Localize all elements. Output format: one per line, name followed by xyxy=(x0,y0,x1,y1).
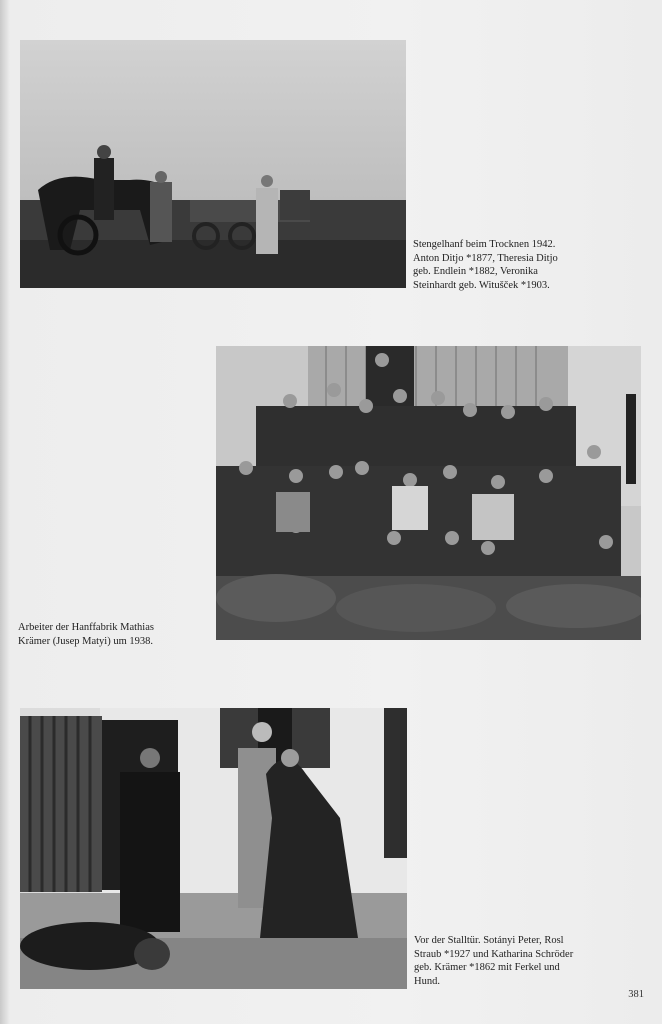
caption-photo-3 xyxy=(414,934,573,988)
photo-stable-door xyxy=(20,708,407,989)
photo-hemp-drying xyxy=(20,40,406,288)
caption-line: geb. Krämer *1862 mit Ferkel und xyxy=(414,962,560,973)
caption-line: Arbeiter der Hanffabrik Mathias xyxy=(18,622,154,633)
caption-line: Steinhardt geb. Witušček *1903. xyxy=(413,279,550,291)
caption-photo-2 xyxy=(18,621,154,648)
caption-line: Stengelhanf beim Trocknen 1942. xyxy=(413,239,556,250)
caption-line: Hund. xyxy=(414,975,440,987)
caption-line: geb. Endlein *1882, Veronika xyxy=(413,266,538,277)
page-number: 381 xyxy=(628,989,644,1000)
caption-line: Vor der Stalltür. Sotányi Peter, Rosl xyxy=(414,935,564,946)
caption-line: Straub *1927 und Katharina Schröder xyxy=(414,948,574,960)
caption-line: Anton Ditjo *1877, Theresia Ditjo xyxy=(413,252,558,264)
photo-factory-workers xyxy=(216,346,641,640)
caption-photo-1 xyxy=(413,238,558,292)
caption-line: Krämer (Jusep Matyi) um 1938. xyxy=(18,635,154,647)
